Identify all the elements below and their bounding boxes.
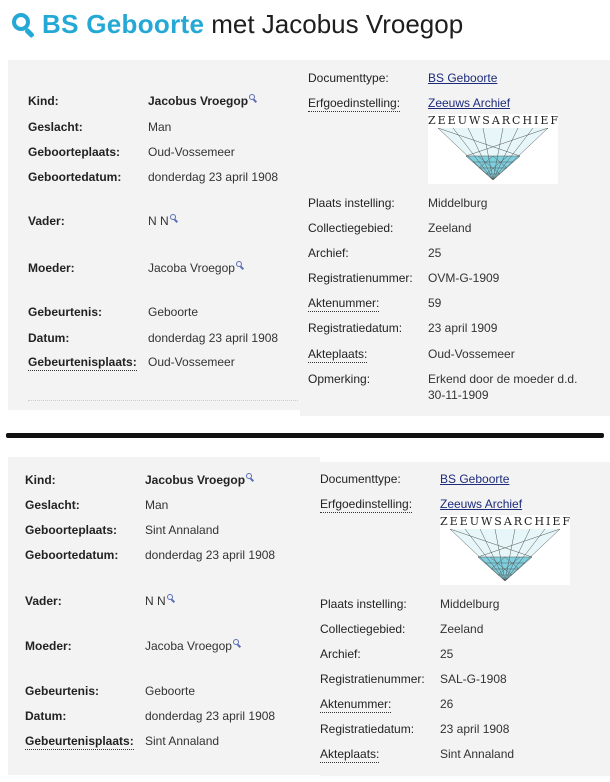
label-gebeurtenisplaats-2: Gebeurtenisplaats: [25, 734, 134, 748]
label-gebeurtenisplaats: Gebeurtenisplaats: [28, 355, 137, 369]
label-datum-2: Datum: [25, 709, 67, 723]
record1-datum: donderdag 23 april 1908 [148, 331, 279, 345]
record1-aktenummer: 59 [428, 296, 442, 310]
label-collectiegebied-2: Collectiegebied: [320, 622, 406, 636]
record2-kind[interactable]: Jacobus Vroegop [145, 473, 254, 488]
label-geslacht: Geslacht: [28, 120, 83, 134]
record2-plaats-instelling: Middelburg [440, 597, 500, 611]
record1-akteplaats: Oud-Vossemeer [428, 347, 515, 361]
record1-collectiegebied: Zeeland [428, 221, 472, 235]
label-geboortedatum-2: Geboortedatum: [25, 548, 119, 562]
label-moeder: Moeder: [28, 261, 75, 275]
page-title-rest: met Jacobus Vroegop [211, 8, 464, 39]
label-archief: Archief: [308, 246, 349, 260]
label-erfgoedinstelling: Erfgoedinstelling: [308, 96, 401, 110]
record2-erfgoedinstelling-link[interactable]: Zeeuws Archief [440, 497, 523, 511]
label-geboorteplaats: Geboorteplaats: [28, 145, 121, 159]
record1-documenttype-link[interactable]: BS Geboorte [428, 71, 498, 85]
record2-registratienummer: SAL-G-1908 [440, 672, 507, 686]
search-icon[interactable] [170, 214, 178, 223]
search-icon[interactable] [233, 639, 241, 648]
record2-geboorteplaats: Sint Annaland [145, 523, 220, 537]
record2-gebeurtenisplaats: Sint Annaland [145, 734, 220, 748]
logo-pyramid-graphic [428, 128, 558, 184]
page-header [10, 6, 463, 42]
label-geboortedatum: Geboortedatum: [28, 170, 122, 184]
label-gebeurtenis: Gebeurtenis: [28, 305, 103, 319]
record1-plaats-instelling: Middelburg [428, 196, 488, 210]
logo-wordmark: ZEEUWSARCHIEF [428, 114, 561, 127]
record1-vader[interactable]: N N [148, 214, 178, 229]
label-documenttype-2: Documenttype: [320, 472, 401, 486]
label-plaats-instelling-2: Plaats instelling: [320, 597, 407, 611]
record2-geslacht: Man [145, 498, 169, 512]
page-title-bold: BS Geboorte [42, 8, 205, 39]
search-icon[interactable] [167, 594, 175, 603]
label-aktenummer-2: Aktenummer: [320, 697, 392, 711]
record1-geboorteplaats: Oud-Vossemeer [148, 145, 235, 159]
search-icon[interactable] [249, 94, 257, 103]
logo-wordmark: ZEEUWSARCHIEF [440, 515, 573, 528]
search-icon[interactable] [246, 473, 254, 482]
search-icon [10, 9, 36, 39]
label-kind: Kind: [28, 94, 59, 108]
label-kind-2: Kind: [25, 473, 56, 487]
record1-opmerking-line1: Erkend door de moeder d.d. [428, 372, 578, 386]
record2-akteplaats: Sint Annaland [440, 747, 515, 761]
logo-pyramid-graphic [440, 529, 570, 585]
label-erfgoedinstelling-2: Erfgoedinstelling: [320, 497, 413, 511]
record1-opmerking-line2: 30-11-1909 [428, 388, 489, 402]
label-registratienummer: Registratienummer: [308, 271, 413, 285]
label-vader: Vader: [28, 214, 65, 228]
label-collectiegebied: Collectiegebied: [308, 221, 394, 235]
label-akteplaats: Akteplaats: [308, 347, 368, 361]
label-moeder-2: Moeder: [25, 639, 72, 653]
label-documenttype: Documenttype: [308, 71, 389, 85]
record2-datum: donderdag 23 april 1908 [145, 709, 276, 723]
record1-registratienummer: OVM-G-1909 [428, 271, 500, 285]
label-registratienummer-2: Registratienummer: [320, 672, 425, 686]
label-registratiedatum-2: Registratiedatum: [320, 722, 415, 736]
record1-registratiedatum: 23 april 1909 [428, 321, 498, 335]
record1-gebeurtenisplaats: Oud-Vossemeer [148, 355, 235, 369]
label-vader-2: Vader: [25, 594, 62, 608]
record2-gebeurtenis: Geboorte [145, 684, 196, 698]
record1-geboortedatum: donderdag 23 april 1908 [148, 170, 279, 184]
label-datum: Datum: [28, 331, 70, 345]
record2-geboortedatum: donderdag 23 april 1908 [145, 548, 276, 562]
record2-vader[interactable]: N N [145, 594, 175, 609]
record1-gebeurtenis: Geboorte [148, 305, 199, 319]
record1-kind[interactable]: Jacobus Vroegop [148, 94, 257, 109]
label-aktenummer: Aktenummer: [308, 296, 380, 310]
record1-erfgoedinstelling-link[interactable]: Zeeuws Archief [428, 96, 511, 110]
record2-documenttype-link[interactable]: BS Geboorte [440, 472, 510, 486]
label-akteplaats-2: Akteplaats: [320, 747, 380, 761]
record2-archief: 25 [440, 647, 454, 661]
record1-geslacht: Man [148, 120, 172, 134]
search-icon[interactable] [236, 261, 244, 270]
record2-registratiedatum: 23 april 1908 [440, 722, 510, 736]
section-divider [6, 433, 604, 438]
record1-archief: 25 [428, 246, 442, 260]
label-gebeurtenis-2: Gebeurtenis: [25, 684, 100, 698]
label-geslacht-2: Geslacht: [25, 498, 80, 512]
label-geboorteplaats-2: Geboorteplaats: [25, 523, 118, 537]
record2-moeder[interactable]: Jacoba Vroegop [145, 639, 241, 654]
zeeuws-archief-logo[interactable] [440, 515, 573, 585]
label-archief-2: Archief: [320, 647, 361, 661]
record2-aktenummer: 26 [440, 697, 454, 711]
zeeuws-archief-logo[interactable] [428, 114, 561, 184]
label-registratiedatum: Registratiedatum: [308, 321, 403, 335]
record1-moeder[interactable]: Jacoba Vroegop [148, 261, 244, 276]
label-plaats-instelling: Plaats instelling: [308, 196, 395, 210]
label-opmerking: Opmerking: [308, 372, 371, 386]
record2-collectiegebied: Zeeland [440, 622, 484, 636]
